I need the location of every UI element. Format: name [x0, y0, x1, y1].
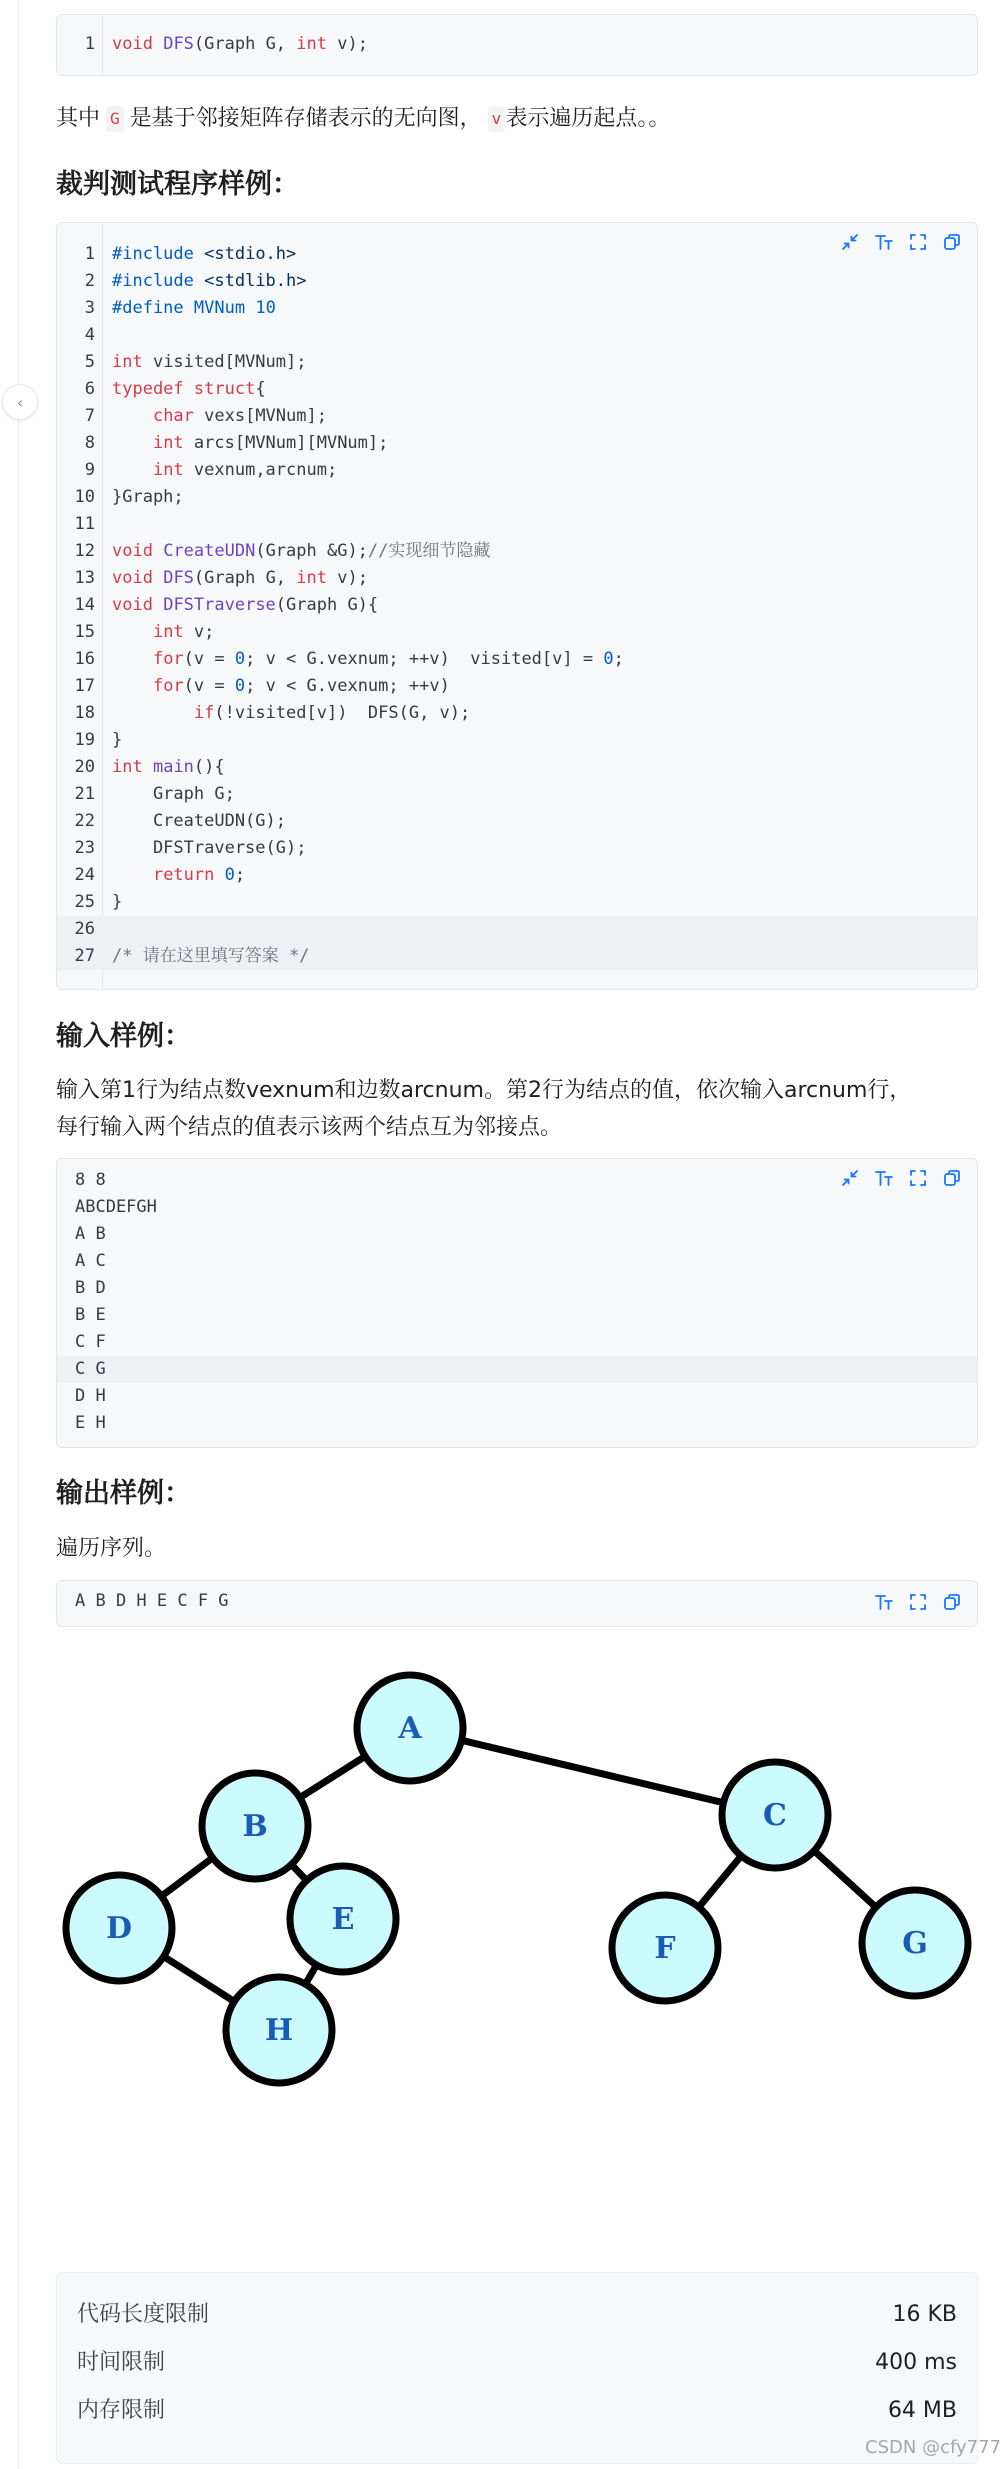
- sample-line: B D: [75, 1278, 106, 1298]
- line-number: 18: [74, 703, 95, 723]
- code-text: int v;: [152, 622, 215, 642]
- function-description: [56, 100, 976, 137]
- code-line: [57, 376, 977, 403]
- code-line: [57, 31, 977, 58]
- limit-row-memory: [77, 2391, 957, 2431]
- code-text: }Graph;: [112, 487, 184, 507]
- code-text: void CreateUDN(Graph &G);//实现细节隐藏: [112, 541, 491, 561]
- code-line: [57, 430, 977, 457]
- graph-node-F: [612, 1895, 718, 2001]
- sample-line: C G: [57, 1356, 977, 1383]
- graph-node-H: [226, 1977, 332, 2083]
- code-line: [57, 592, 977, 619]
- limit-label: 内存限制: [77, 2398, 166, 2423]
- sample-line: 8 8: [75, 1170, 106, 1190]
- collapse-icon[interactable]: [839, 231, 861, 253]
- description-middle: 是基于邻接矩阵存储表示的无向图，: [129, 106, 482, 131]
- line-number: 10: [74, 487, 95, 507]
- code-line: [57, 295, 977, 322]
- code-line: [57, 754, 977, 781]
- graph-node-label: D: [105, 1911, 133, 1946]
- fullscreen-icon[interactable]: [907, 1167, 929, 1189]
- line-number: 1: [84, 244, 95, 264]
- code-line: [57, 268, 977, 295]
- graph-node-G: [862, 1890, 968, 1996]
- limits-panel: [56, 2272, 978, 2464]
- graph-node-label: C: [763, 1798, 787, 1833]
- limit-value: 16 KB: [892, 2302, 957, 2327]
- graph-illustration: [56, 1640, 1007, 2250]
- code-lines: [57, 31, 977, 58]
- inline-code-v: v: [488, 106, 506, 132]
- code-text: #include <stdio.h>: [112, 244, 297, 264]
- description-prefix: 其中: [56, 106, 101, 131]
- line-number: 8: [84, 433, 95, 453]
- code-line: [57, 943, 977, 970]
- graph-node-D: [66, 1875, 172, 1981]
- line-number: 26: [74, 919, 95, 939]
- input-sample-heading: 输入样例：: [56, 1021, 191, 1052]
- code-line: [57, 916, 977, 943]
- collapse-sidebar-button[interactable]: [2, 384, 38, 420]
- font-size-icon[interactable]: [873, 1167, 895, 1189]
- graph-node-label: G: [902, 1926, 928, 1961]
- code-line: [57, 538, 977, 565]
- code-line: [57, 403, 977, 430]
- code-line: [57, 511, 977, 538]
- watermark: CSDN @cfy777: [865, 2437, 1001, 2458]
- line-number: 11: [74, 514, 95, 534]
- fullscreen-icon[interactable]: [907, 231, 929, 253]
- line-number: 4: [84, 325, 95, 345]
- left-rail: [0, 0, 19, 2469]
- limit-value: 64 MB: [887, 2398, 957, 2423]
- graph-node-E: [290, 1866, 396, 1972]
- code-text: void DFS(Graph G, int v);: [112, 34, 368, 54]
- code-text: void DFS(Graph G, int v);: [112, 568, 368, 588]
- code-text: #define MVNum 10: [112, 298, 276, 318]
- code-text: void DFSTraverse(Graph G){: [112, 595, 379, 615]
- inline-code-g: G: [106, 106, 124, 132]
- code-text: }: [112, 892, 123, 912]
- sample-line: C F: [75, 1332, 106, 1352]
- line-number: 27: [74, 946, 95, 966]
- line-number: 25: [74, 892, 95, 912]
- line-number: 15: [74, 622, 95, 642]
- code-text: #include <stdlib.h>: [112, 271, 307, 291]
- code-line: [57, 457, 977, 484]
- collapse-icon[interactable]: [839, 1167, 861, 1189]
- sample-line: D H: [75, 1386, 106, 1406]
- line-number: 23: [74, 838, 95, 858]
- code-line: [57, 727, 977, 754]
- font-size-icon[interactable]: [873, 231, 895, 253]
- code-text: int main(){: [112, 757, 225, 777]
- graph-node-label: A: [398, 1711, 422, 1746]
- limit-label: 时间限制: [77, 2350, 166, 2375]
- line-number: 1: [84, 34, 95, 54]
- font-size-icon[interactable]: [873, 1591, 895, 1613]
- copy-icon[interactable]: [941, 1591, 963, 1613]
- output-sample-block: [56, 1580, 978, 1627]
- sample-lines: [57, 1167, 977, 1437]
- sample-lines: [57, 1588, 977, 1615]
- code-line: [57, 646, 977, 673]
- code-line: [57, 808, 977, 835]
- graph-node-A: [357, 1675, 463, 1781]
- fullscreen-icon[interactable]: [907, 1591, 929, 1613]
- input-description-line-1: 输入第1行为结点数vexnum和边数arcnum。第2行为结点的值，依次输入arcnum行，: [56, 1078, 912, 1103]
- code-line: [57, 322, 977, 349]
- line-number: 21: [74, 784, 95, 804]
- code-text: Graph G;: [112, 784, 235, 804]
- line-number: 6: [84, 379, 95, 399]
- code-text: }: [112, 730, 123, 750]
- code-lines: [57, 241, 977, 970]
- limit-value: 400 ms: [875, 2350, 957, 2375]
- judge-code-block: [56, 222, 978, 990]
- line-number: 22: [74, 811, 95, 831]
- code-toolbar: [839, 1167, 963, 1189]
- output-sample-heading: 输出样例：: [56, 1478, 191, 1509]
- sample-line: E H: [75, 1413, 106, 1433]
- graph-node-label: H: [264, 2013, 294, 2048]
- sample-line: ABCDEFGH: [75, 1197, 157, 1217]
- description-suffix: 表示遍历起点。。: [505, 106, 671, 131]
- code-text: /* 请在这里填写答案 */: [112, 946, 310, 966]
- copy-icon[interactable]: [941, 1167, 963, 1189]
- code-text: typedef struct{: [112, 379, 266, 399]
- line-number: 24: [74, 865, 95, 885]
- code-toolbar: [839, 231, 963, 253]
- limit-row-time: [77, 2343, 957, 2383]
- input-description-line-2: 每行输入两个结点的值表示该两个结点互为邻接点。: [56, 1115, 563, 1140]
- code-line: [57, 835, 977, 862]
- code-text: for(v = 0; v < G.vexnum; ++v): [152, 676, 450, 696]
- limit-label: 代码长度限制: [77, 2302, 210, 2327]
- line-number: 17: [74, 676, 95, 696]
- code-text: char vexs[MVNum];: [152, 406, 327, 426]
- line-number: 13: [74, 568, 95, 588]
- code-text: int vexnum,arcnum;: [152, 460, 338, 480]
- code-text: int arcs[MVNum][MVNum];: [152, 433, 389, 453]
- code-line: [57, 349, 977, 376]
- copy-icon[interactable]: [941, 231, 963, 253]
- graph-node-label: E: [331, 1902, 355, 1937]
- output-description: 遍历序列。: [56, 1536, 167, 1561]
- code-text: return 0;: [152, 865, 246, 885]
- judge-program-heading: 裁判测试程序样例：: [56, 169, 299, 200]
- code-line: [57, 619, 977, 646]
- code-line: [57, 862, 977, 889]
- graph-node-label: B: [242, 1809, 268, 1844]
- code-line: [57, 700, 977, 727]
- code-text: int visited[MVNum];: [112, 352, 307, 372]
- signature-code-block: [56, 14, 978, 76]
- sample-line: B E: [75, 1305, 106, 1325]
- line-number: 5: [84, 352, 95, 372]
- code-line: [57, 673, 977, 700]
- sample-line: A B D H E C F G: [75, 1591, 229, 1611]
- sample-line: A B: [75, 1224, 106, 1244]
- chevron-left-icon: ‹: [16, 392, 24, 412]
- line-number: 12: [74, 541, 95, 561]
- code-line: [57, 565, 977, 592]
- line-number: 2: [84, 271, 95, 291]
- line-number: 14: [74, 595, 95, 615]
- code-line: [57, 781, 977, 808]
- line-number: 20: [74, 757, 95, 777]
- code-text: CreateUDN(G);: [112, 811, 286, 831]
- code-line: [57, 889, 977, 916]
- line-number: 19: [74, 730, 95, 750]
- line-number: 3: [84, 298, 95, 318]
- graph-node-B: [202, 1773, 308, 1879]
- graph-node-C: [722, 1762, 828, 1868]
- code-text: for(v = 0; v < G.vexnum; ++v) visited[v] = 0;: [152, 649, 624, 669]
- line-number: 9: [84, 460, 95, 480]
- sample-line: A C: [75, 1251, 106, 1271]
- code-text: DFSTraverse(G);: [112, 838, 307, 858]
- line-number: 7: [84, 406, 95, 426]
- code-text: if(!visited[v]) DFS(G, v);: [193, 703, 471, 723]
- code-line: [57, 484, 977, 511]
- line-number: 16: [74, 649, 95, 669]
- code-toolbar: [873, 1591, 963, 1613]
- limit-row-code-length: [77, 2295, 957, 2335]
- input-sample-block: [56, 1158, 978, 1448]
- graph-node-label: F: [654, 1931, 676, 1966]
